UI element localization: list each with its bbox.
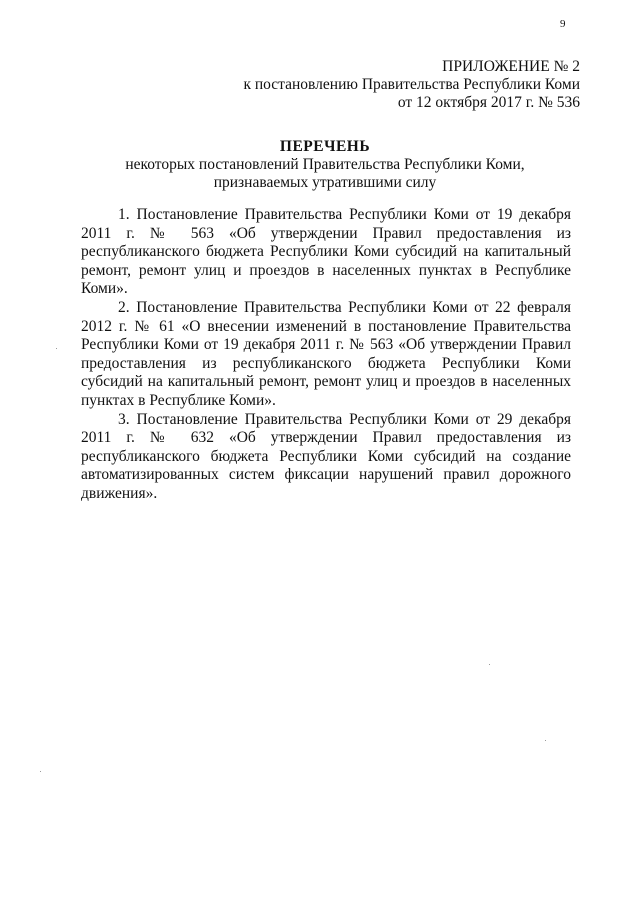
document-title: ПЕРЕЧЕНЬ	[279, 138, 371, 155]
document-heading	[80, 138, 570, 192]
document-subtitle-line-1: некоторых постановлений Правительства Республики Коми,	[125, 156, 525, 173]
document-subtitle-line-2: признаваемых утратившими силу	[213, 174, 437, 191]
scan-speck	[545, 740, 546, 741]
resolution-list	[81, 206, 571, 504]
scan-speck	[40, 771, 41, 772]
scan-speck	[489, 664, 490, 665]
appendix-block	[243, 58, 580, 112]
scan-speck	[56, 348, 57, 349]
page-number: 9	[560, 18, 566, 30]
appendix-resolution-date: от 12 октября 2017 г. № 536	[397, 94, 580, 111]
list-item: 2. Постановление Правительства Республики Коми от 22 февраля 2012 г. № 61 «О внесении изменений в постановление Правительства Республики Коми от 19 декабря 2011 г. № 563 «Об утверждении Правил предоставления из республиканского бюджета Республики Коми субсидий на капитальный ремонт, ремонт улиц и проездов в населенных пунктах в Республике Коми».	[81, 298, 571, 409]
list-item: 1. Постановление Правительства Республики Коми от 19 декабря 2011 г. № 563 «Об утверждении Правил предоставления из республиканского бюджета Республики Коми субсидий на капитальный ремонт, ремонт улиц и проездов в населенных пунктах в Республике Коми».	[81, 206, 571, 298]
list-item: 3. Постановление Правительства Республики Коми от 29 декабря 2011 г. № 632 «Об утверждении Правил предоставления из республиканского бюджета Республики Коми субсидий на создание автоматизированных систем фиксации нарушений правил дорожного движения».	[81, 410, 571, 502]
appendix-number: ПРИЛОЖЕНИЕ № 2	[442, 58, 580, 75]
appendix-resolution-ref: к постановлению Правительства Республики Коми	[243, 76, 580, 93]
